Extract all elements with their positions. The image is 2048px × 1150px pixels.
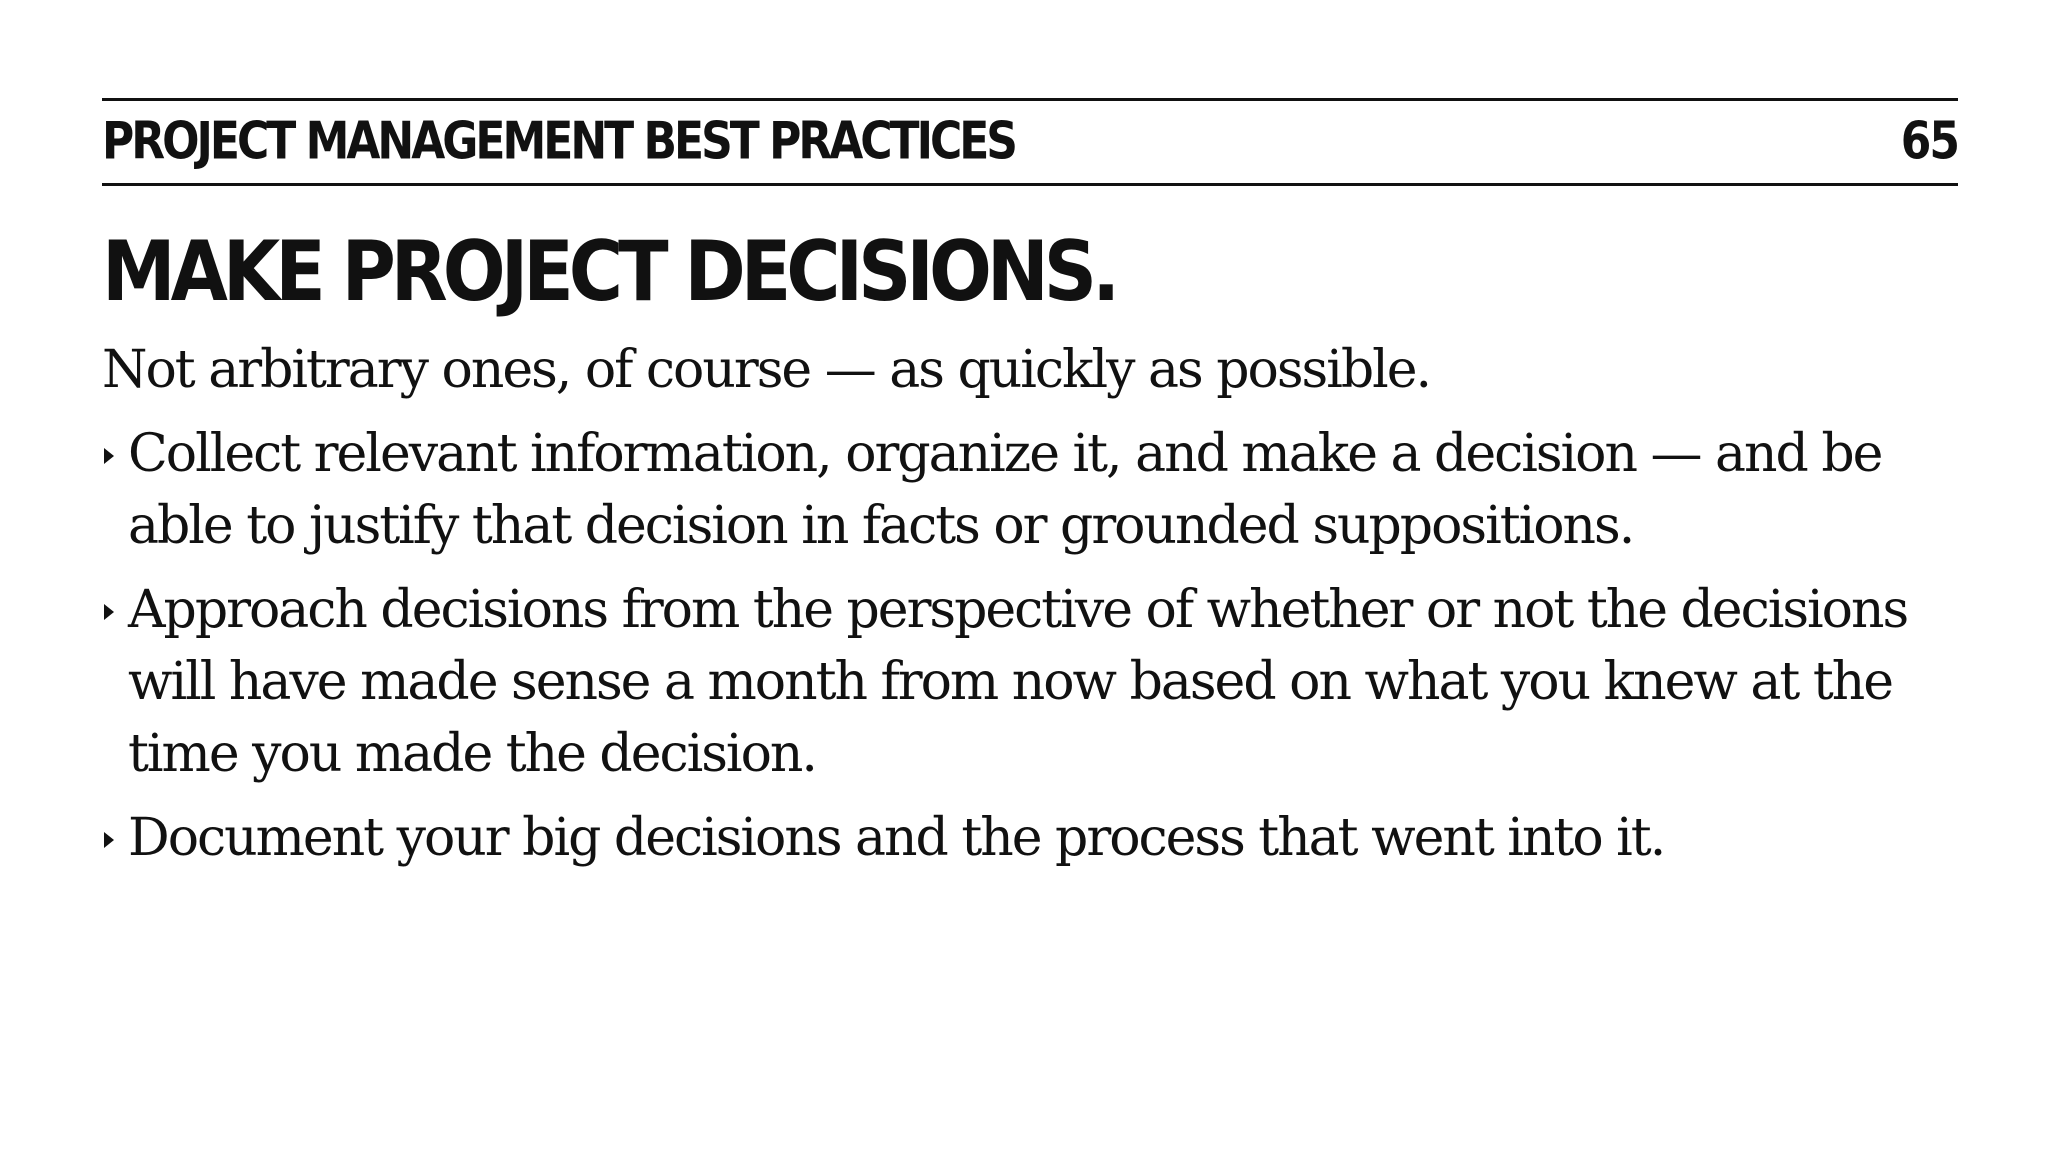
page-number: 65 (1900, 111, 1958, 172)
triangle-right-icon (104, 448, 114, 464)
intro-text: Not arbitrary ones, of course — as quickly as possible. (102, 340, 1431, 400)
list-item (102, 802, 1958, 874)
bullet-list (102, 418, 1958, 874)
bullet-text: Collect relevant information, organize it, and make a decision — and be able to justify that decision in facts or grounded suppositions. (128, 424, 1882, 556)
header-title: PROJECT MANAGEMENT BEST PRACTICES (102, 111, 1015, 172)
slide-page (102, 98, 1958, 886)
bullet-text: Document your big decisions and the process that went into it. (128, 808, 1665, 868)
list-item (102, 574, 1958, 790)
page-header (102, 98, 1958, 186)
list-item (102, 418, 1958, 562)
triangle-right-icon (104, 604, 114, 620)
slide-title: MAKE PROJECT DECISIONS. (102, 224, 1116, 321)
bullet-text: Approach decisions from the perspective of whether or not the decisions will have made sense a month from now based on what you knew at the time you made the decision. (128, 580, 1908, 784)
triangle-right-icon (104, 832, 114, 848)
